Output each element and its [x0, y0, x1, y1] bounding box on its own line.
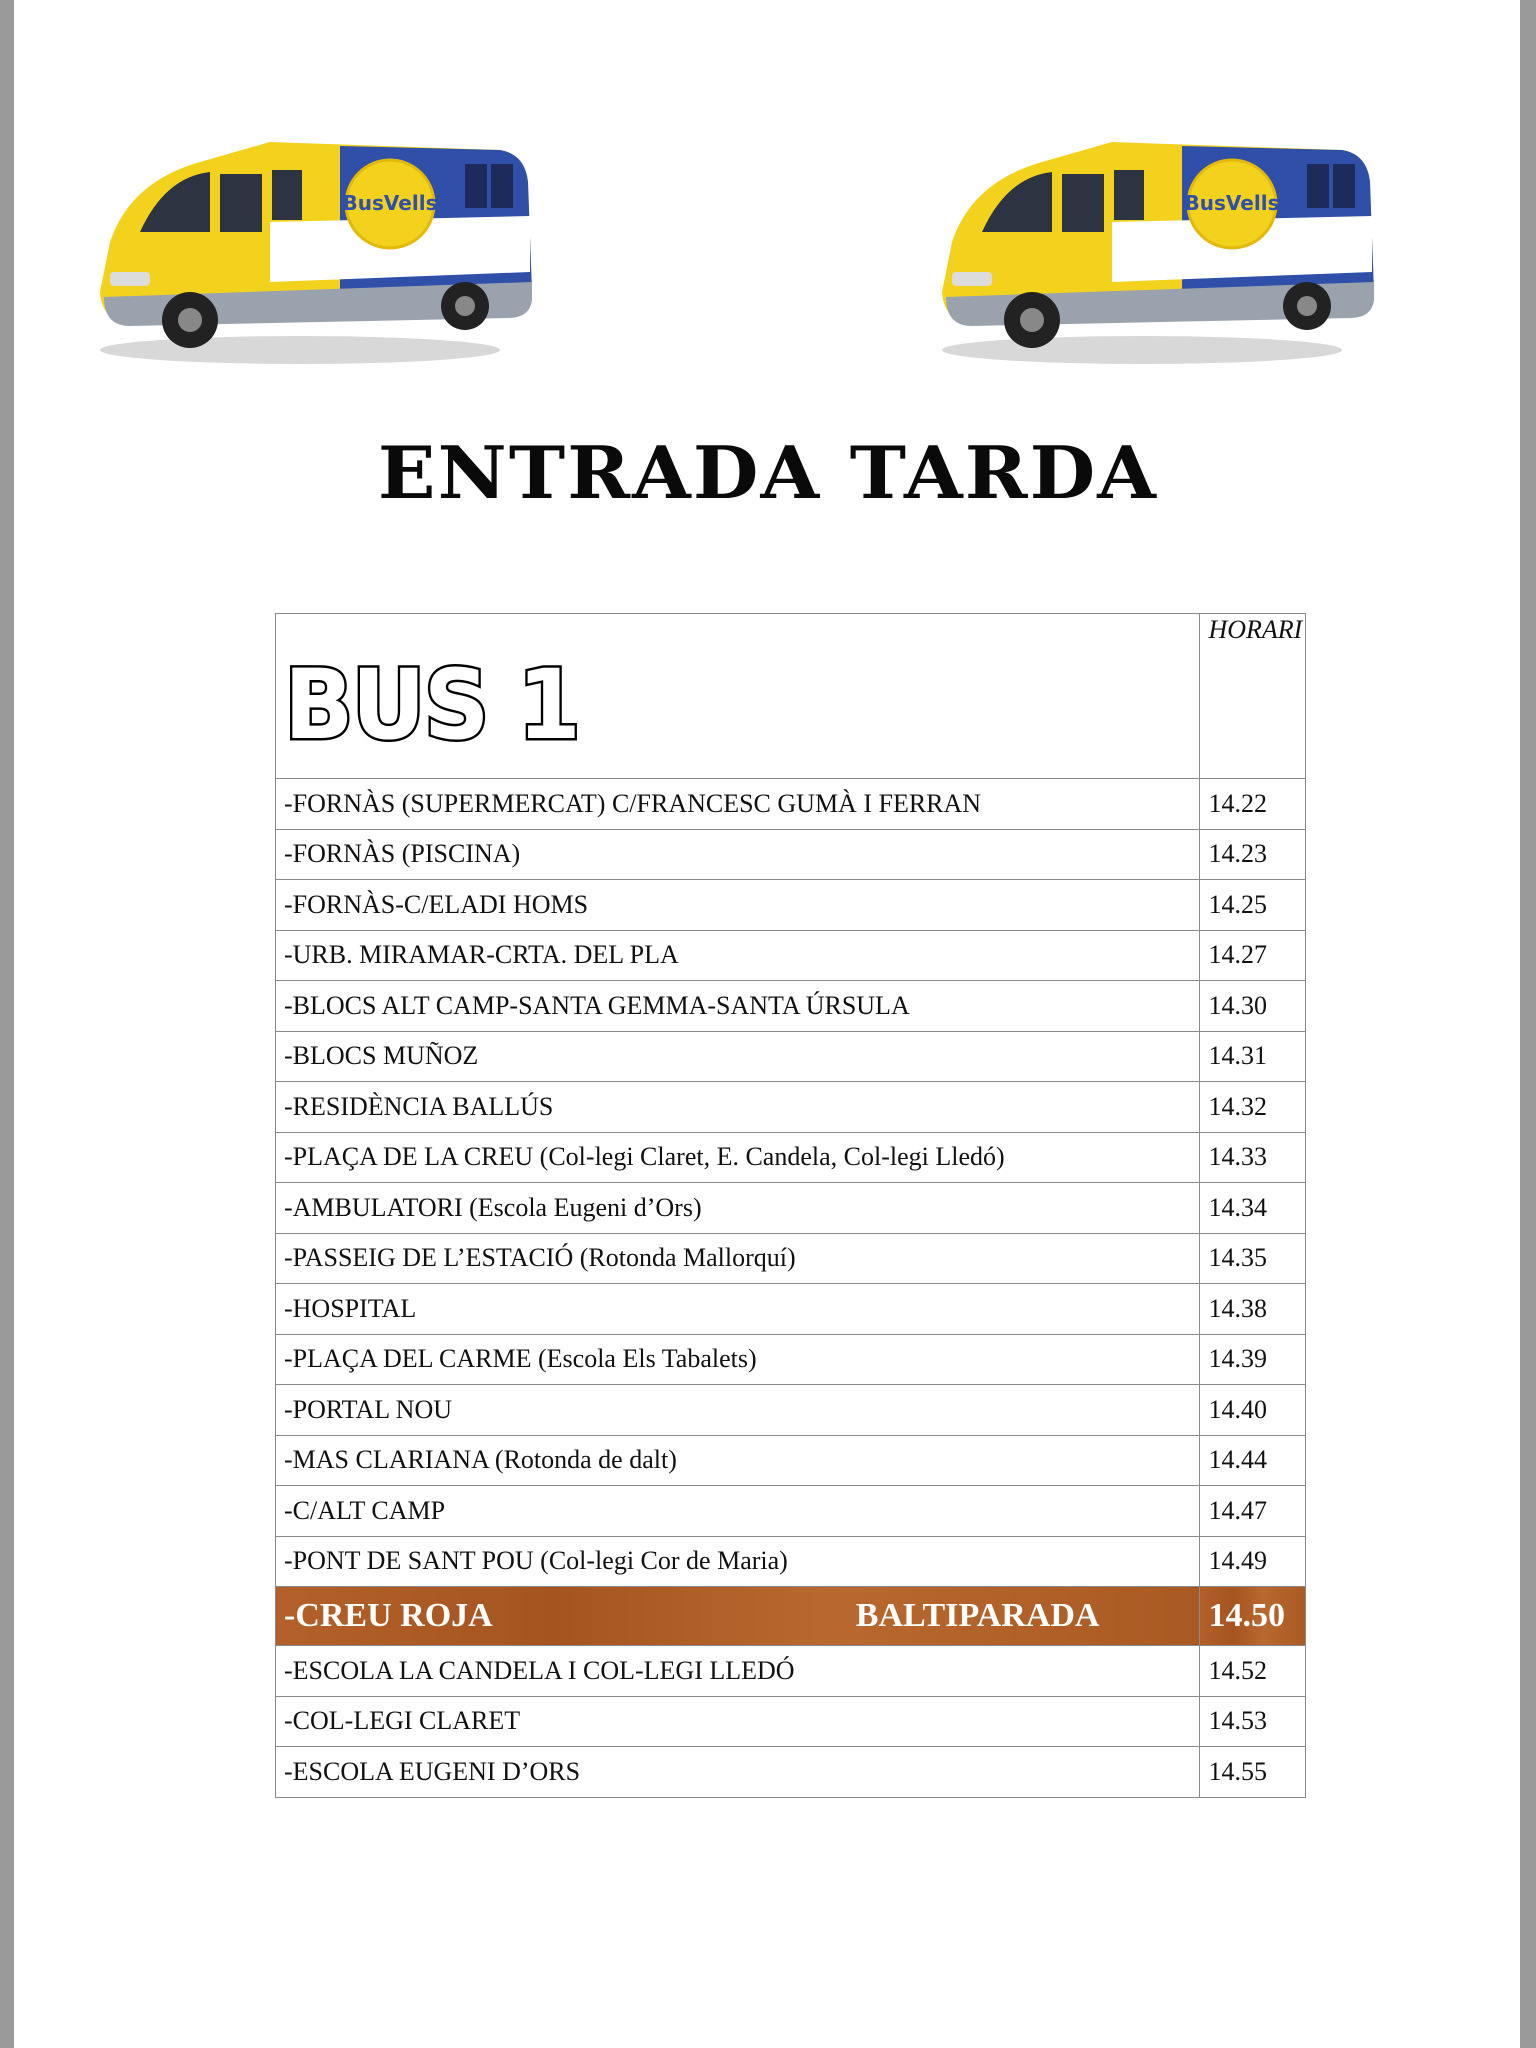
highlighted-stop-cell [276, 1587, 1200, 1646]
stop-name: -FORNÀS-C/ELADI HOMS [276, 880, 1200, 931]
van-logo-text: BusVells [342, 191, 438, 215]
stop-name: -PLAÇA DE LA CREU (Col-legi Claret, E. Candela, Col-legi Lledó) [276, 1132, 1200, 1183]
table-row [276, 1284, 1306, 1335]
stop-name: -PONT DE SANT POU (Col-legi Cor de Maria) [276, 1536, 1200, 1587]
van-logo-text: BusVells [1184, 191, 1280, 215]
bus-title-cell [276, 614, 1200, 779]
table-row [276, 1031, 1306, 1082]
highlighted-stop-row [276, 1587, 1306, 1646]
stop-time: 14.25 [1200, 880, 1306, 931]
table-row [276, 1747, 1306, 1798]
stop-name: -ESCOLA LA CANDELA I COL-LEGI LLEDÓ [276, 1646, 1200, 1697]
minibus-image-right [912, 122, 1392, 372]
table-row [276, 1486, 1306, 1537]
stop-time: 14.38 [1200, 1284, 1306, 1335]
table-row [276, 880, 1306, 931]
stop-name: -URB. MIRAMAR-CRTA. DEL PLA [276, 930, 1200, 981]
stop-name: -HOSPITAL [276, 1284, 1200, 1335]
page-title: ENTRADA TARDA [377, 430, 1159, 515]
table-row [276, 1082, 1306, 1133]
stop-time: 14.44 [1200, 1435, 1306, 1486]
stop-time: 14.49 [1200, 1536, 1306, 1587]
minibus-image-left [70, 122, 550, 372]
table-row [276, 1385, 1306, 1436]
table-row [276, 1435, 1306, 1486]
stop-name: -PASSEIG DE L’ESTACIÓ (Rotonda Mallorquí) [276, 1233, 1200, 1284]
table-row [276, 1233, 1306, 1284]
stop-time: 14.52 [1200, 1646, 1306, 1697]
table-row [276, 779, 1306, 830]
stop-name: -PORTAL NOU [276, 1385, 1200, 1436]
stop-time: 14.47 [1200, 1486, 1306, 1537]
stop-name: -BLOCS ALT CAMP-SANTA GEMMA-SANTA ÚRSULA [276, 981, 1200, 1032]
table-row [276, 1334, 1306, 1385]
bus-title: BUS 1 [284, 649, 579, 761]
table-row [276, 1646, 1306, 1697]
stop-time: 14.55 [1200, 1747, 1306, 1798]
stop-name: -FORNÀS (SUPERMERCAT) C/FRANCESC GUMÀ I FERRAN [276, 779, 1200, 830]
stop-time: 14.32 [1200, 1082, 1306, 1133]
highlighted-stop-note: BALTIPARADA [855, 1597, 1100, 1634]
table-row [276, 1183, 1306, 1234]
stop-name: -BLOCS MUÑOZ [276, 1031, 1200, 1082]
stop-time: 14.53 [1200, 1696, 1306, 1747]
table-row [276, 981, 1306, 1032]
stop-time: 14.35 [1200, 1233, 1306, 1284]
table-row [276, 930, 1306, 981]
stop-name: -MAS CLARIANA (Rotonda de dalt) [276, 1435, 1200, 1486]
stop-time: 14.31 [1200, 1031, 1306, 1082]
stop-time: 14.33 [1200, 1132, 1306, 1183]
highlighted-stop-name: -CREU ROJA [284, 1597, 493, 1634]
stop-time: 14.30 [1200, 981, 1306, 1032]
stop-name: -FORNÀS (PISCINA) [276, 829, 1200, 880]
stop-time: 14.34 [1200, 1183, 1306, 1234]
highlighted-stop-time: 14.50 [1200, 1587, 1306, 1646]
stop-time: 14.27 [1200, 930, 1306, 981]
stop-time: 14.22 [1200, 779, 1306, 830]
minibus-graphic [100, 142, 532, 364]
stop-name: -PLAÇA DEL CARME (Escola Els Tabalets) [276, 1334, 1200, 1385]
table-row [276, 1132, 1306, 1183]
minibus-graphic [942, 142, 1374, 364]
stop-name: -RESIDÈNCIA BALLÚS [276, 1082, 1200, 1133]
stop-name: -C/ALT CAMP [276, 1486, 1200, 1537]
table-row [276, 1536, 1306, 1587]
stop-time: 14.39 [1200, 1334, 1306, 1385]
bus-schedule-table [275, 613, 1306, 1798]
schedule-header: HORARI [1200, 614, 1306, 779]
stop-time: 14.23 [1200, 829, 1306, 880]
table-header-row [276, 614, 1306, 779]
stop-name: -COL-LEGI CLARET [276, 1696, 1200, 1747]
stop-name: -AMBULATORI (Escola Eugeni d’Ors) [276, 1183, 1200, 1234]
stop-time: 14.40 [1200, 1385, 1306, 1436]
table-row [276, 829, 1306, 880]
stop-name: -ESCOLA EUGENI D’ORS [276, 1747, 1200, 1798]
table-row [276, 1696, 1306, 1747]
